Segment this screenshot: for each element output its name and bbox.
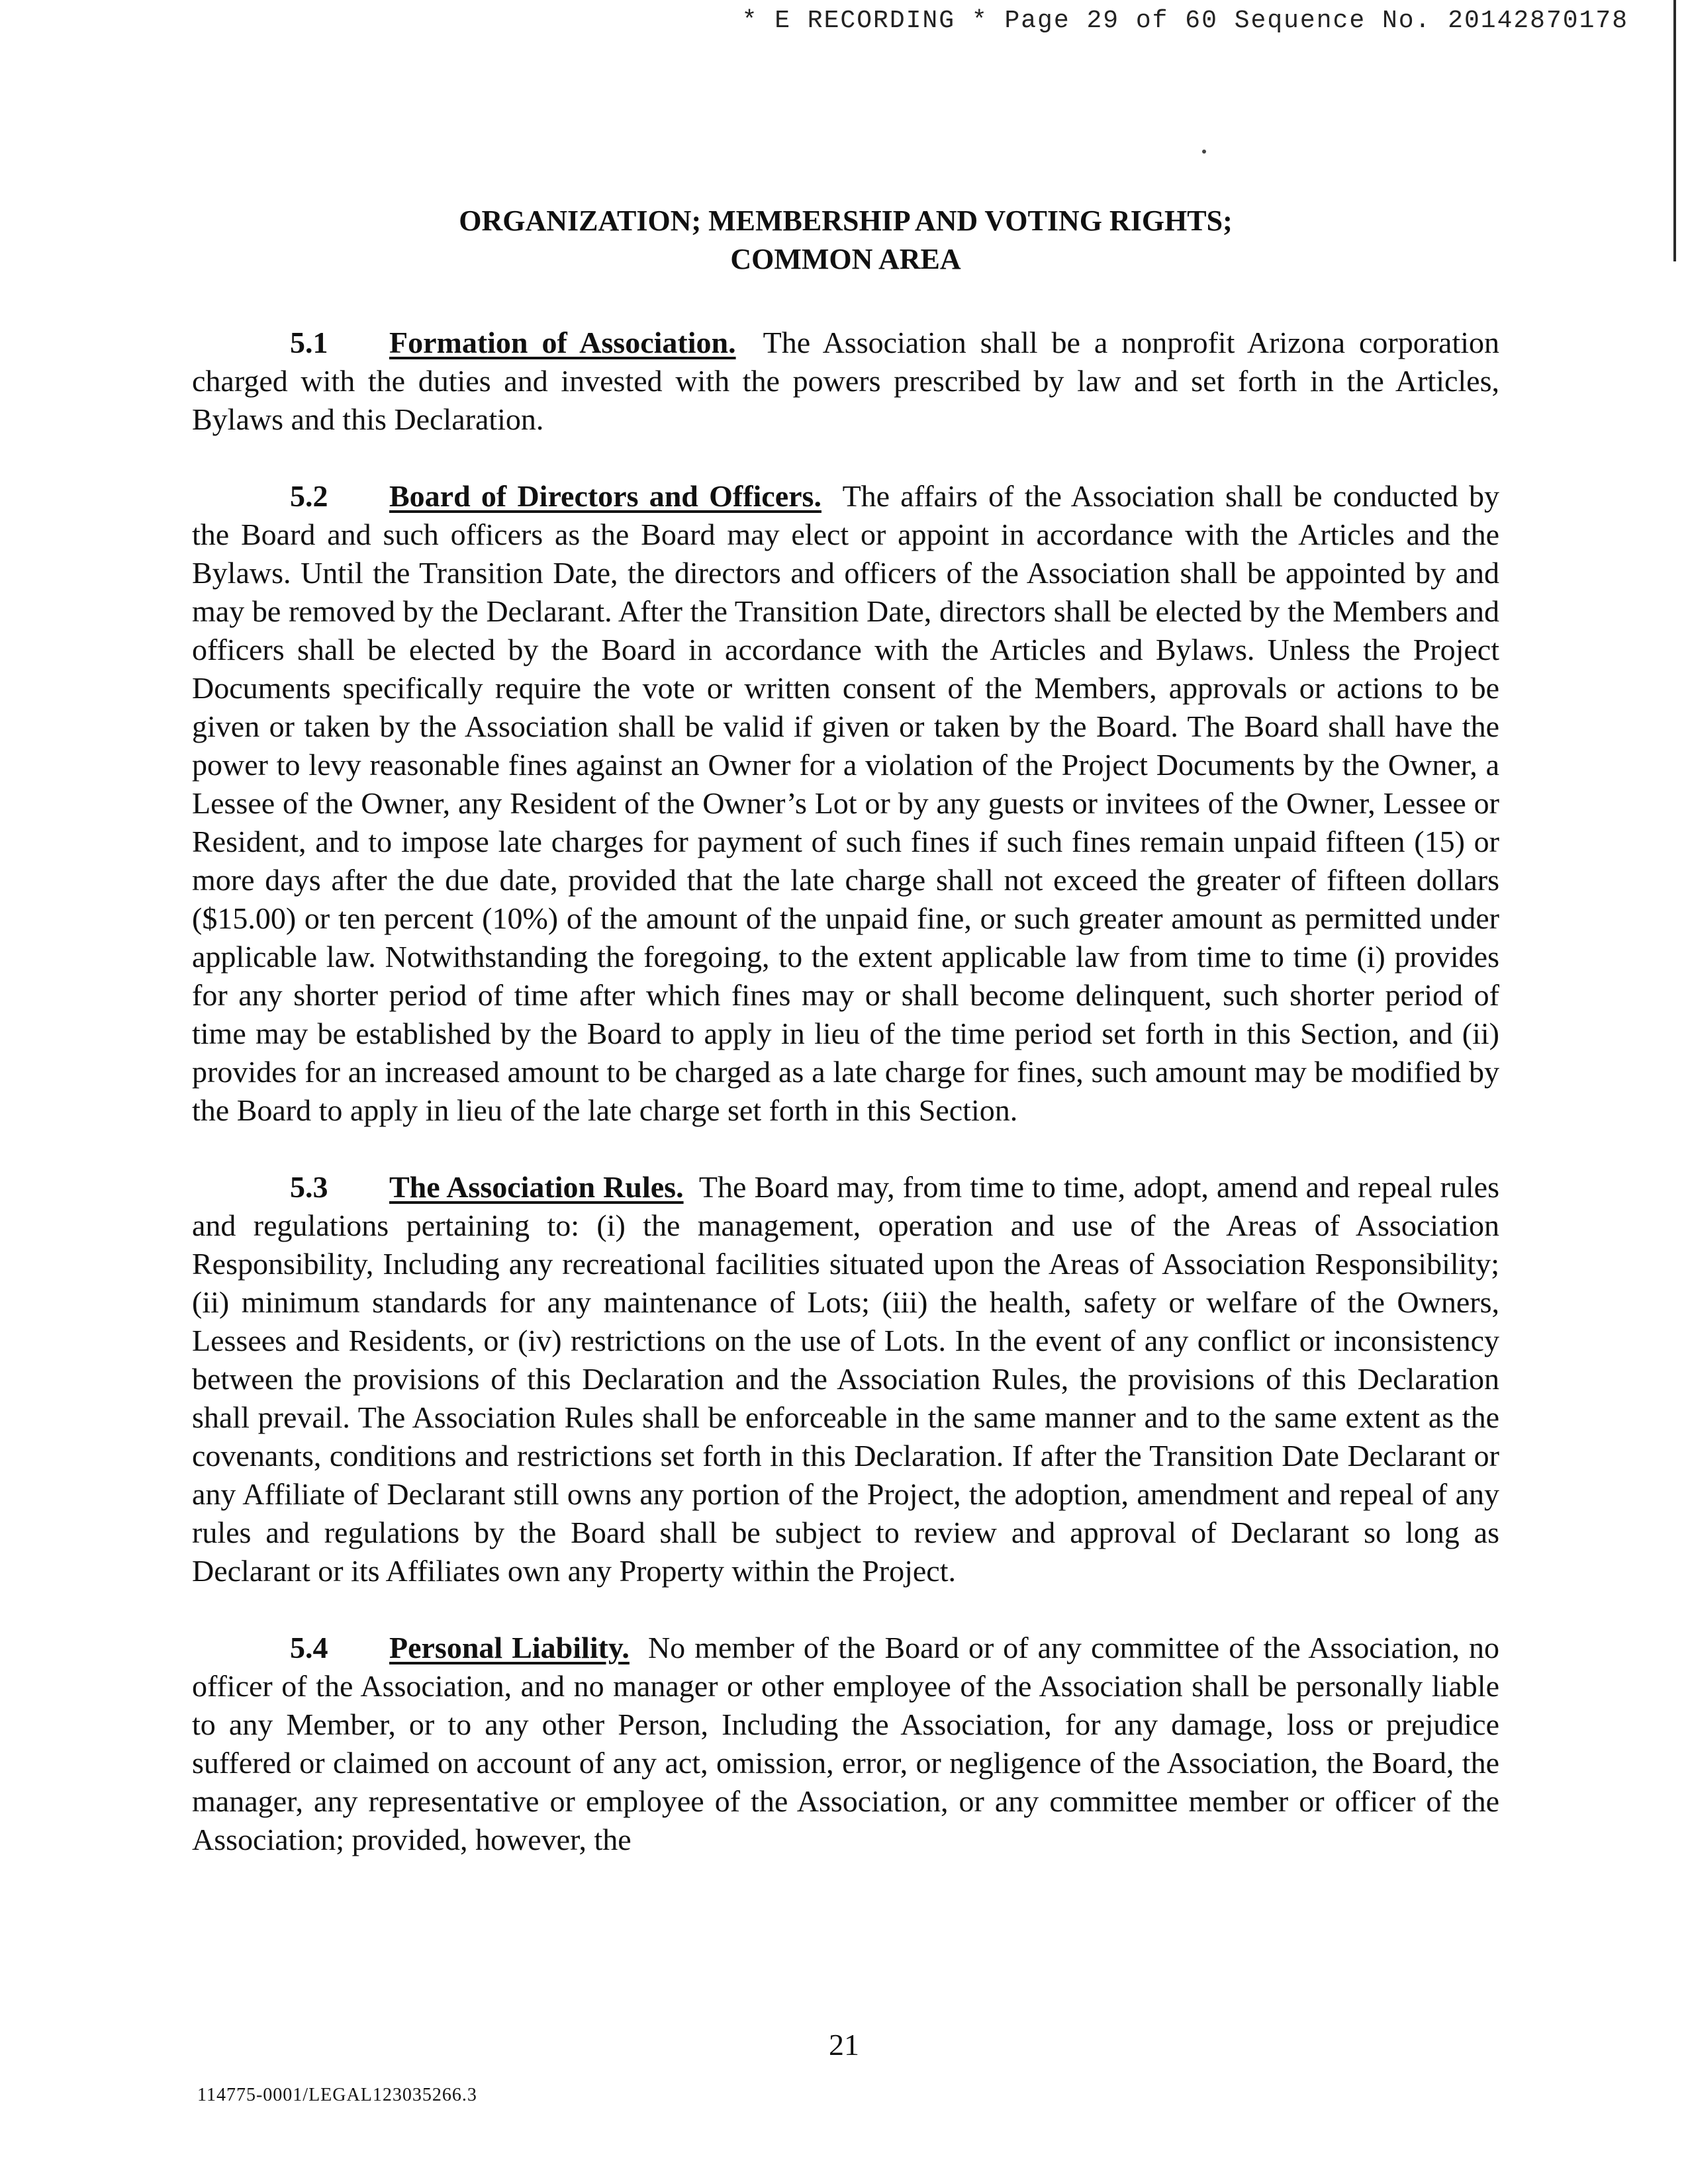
scan-edge-line — [1673, 0, 1676, 261]
section-text: No member of the Board or of any committee of the Association, no officer of the Association, and no manager or other employee of the Association shall be personally liable to any Member, or to any other Person, Including the Association, for any damage, loss or prejudice suffered or claimed on account of any act, omission, error, or negligence of the Association, the Board, the manager, any representative or employee of the Association, or any committee member or officer of the Association; provided, however, the — [192, 1631, 1499, 1856]
section-5-1 — [192, 324, 1499, 439]
scan-speck — [1202, 150, 1206, 154]
section-title: Formation of Association. — [389, 326, 736, 359]
section-text: The Association shall be a nonprofit Arizona corporation charged with the duties and invested with the powers prescribed by law and set forth in the Articles, Bylaws and this Declaration. — [192, 326, 1499, 436]
heading-line-2: COMMON AREA — [730, 243, 961, 275]
section-number: 5.2 — [290, 479, 328, 513]
article-heading — [192, 202, 1499, 279]
page-number: 21 — [829, 2028, 859, 2062]
heading-line-1: ORGANIZATION; MEMBERSHIP AND VOTING RIGHTS; — [459, 205, 1233, 237]
section-5-3 — [192, 1168, 1499, 1590]
section-5-2 — [192, 477, 1499, 1130]
section-text: The Board may, from time to time, adopt, amend and repeal rules and regulations pertaining to: (i) the management, operation and use of the Areas of Association Responsibility, Including any recreational facilities situated upon the Areas of Association Responsibility; (ii) minimum standards for any maintenance of Lots; (iii) the health, safety or welfare of the Owners, Lessees and Residents, or (iv) restrictions on the use of Lots. In the event of any conflict or inconsistency between the provisions of this Declaration and the Association Rules, the provisions of this Declaration shall prevail. The Association Rules shall be enforceable in the same manner and to the same extent as the covenants, conditions and restrictions set forth in this Declaration. If after the Transition Date Declarant or any Affiliate of Declarant still owns any portion of the Project, the adoption, amendment and repeal of any rules and regulations by the Board shall be subject to review and approval of Declarant so long as Declarant or its Affiliates own any Property within the Project. — [192, 1170, 1500, 1588]
document-id: 114775-0001/LEGAL123035266.3 — [197, 2085, 477, 2105]
section-title: The Association Rules. — [389, 1170, 684, 1204]
document-body — [192, 202, 1499, 1897]
section-number: 5.4 — [290, 1631, 328, 1664]
section-title: Personal Liability. — [389, 1631, 630, 1664]
section-number: 5.1 — [290, 326, 328, 359]
section-title: Board of Directors and Officers. — [389, 479, 821, 513]
section-5-4 — [192, 1629, 1499, 1859]
section-number: 5.3 — [290, 1170, 328, 1204]
section-text: The affairs of the Association shall be conducted by the Board and such officers as the Board may elect or appoint in accordance with the Articles and the Bylaws. Until the Transition Date, the directors and officers of the Association shall be appointed by and may be removed by the Declarant. After the Transition Date, directors shall be elected by the Members and officers shall be elected by the Board in accordance with the Articles and Bylaws. Unless the Project Documents specifically require the vote or written consent of the Members, approvals or actions to be given or taken by the Association shall be valid if given or taken by the Board. The Board shall have the power to levy reasonable fines against an Owner for a violation of the Project Documents by the Owner, a Lessee of the Owner, any Resident of the Owner’s Lot or by any guests or invitees of the Owner, Lessee or Resident, and to impose late charges for payment of such fines if such fines remain unpaid fifteen (15) or more days after the due date, provided that the late charge shall not exceed the greater of fifteen dollars ($15.00) or ten percent (10%) of the amount of the unpaid fine, or such greater amount as permitted under applicable law. Notwithstanding the foregoing, to the extent applicable law from time to time (i) provides for any shorter period of time after which fines may or shall become delinquent, such shorter period of time may be established by the Board to apply in lieu of the time period set forth in this Section, and (ii) provides for an increased amount to be charged as a late charge for fines, such amount may be modified by the Board to apply in lieu of the late charge set forth in this Section. — [192, 479, 1499, 1127]
recording-header: * E RECORDING * Page 29 of 60 Sequence No. 20142870178 — [741, 7, 1628, 35]
